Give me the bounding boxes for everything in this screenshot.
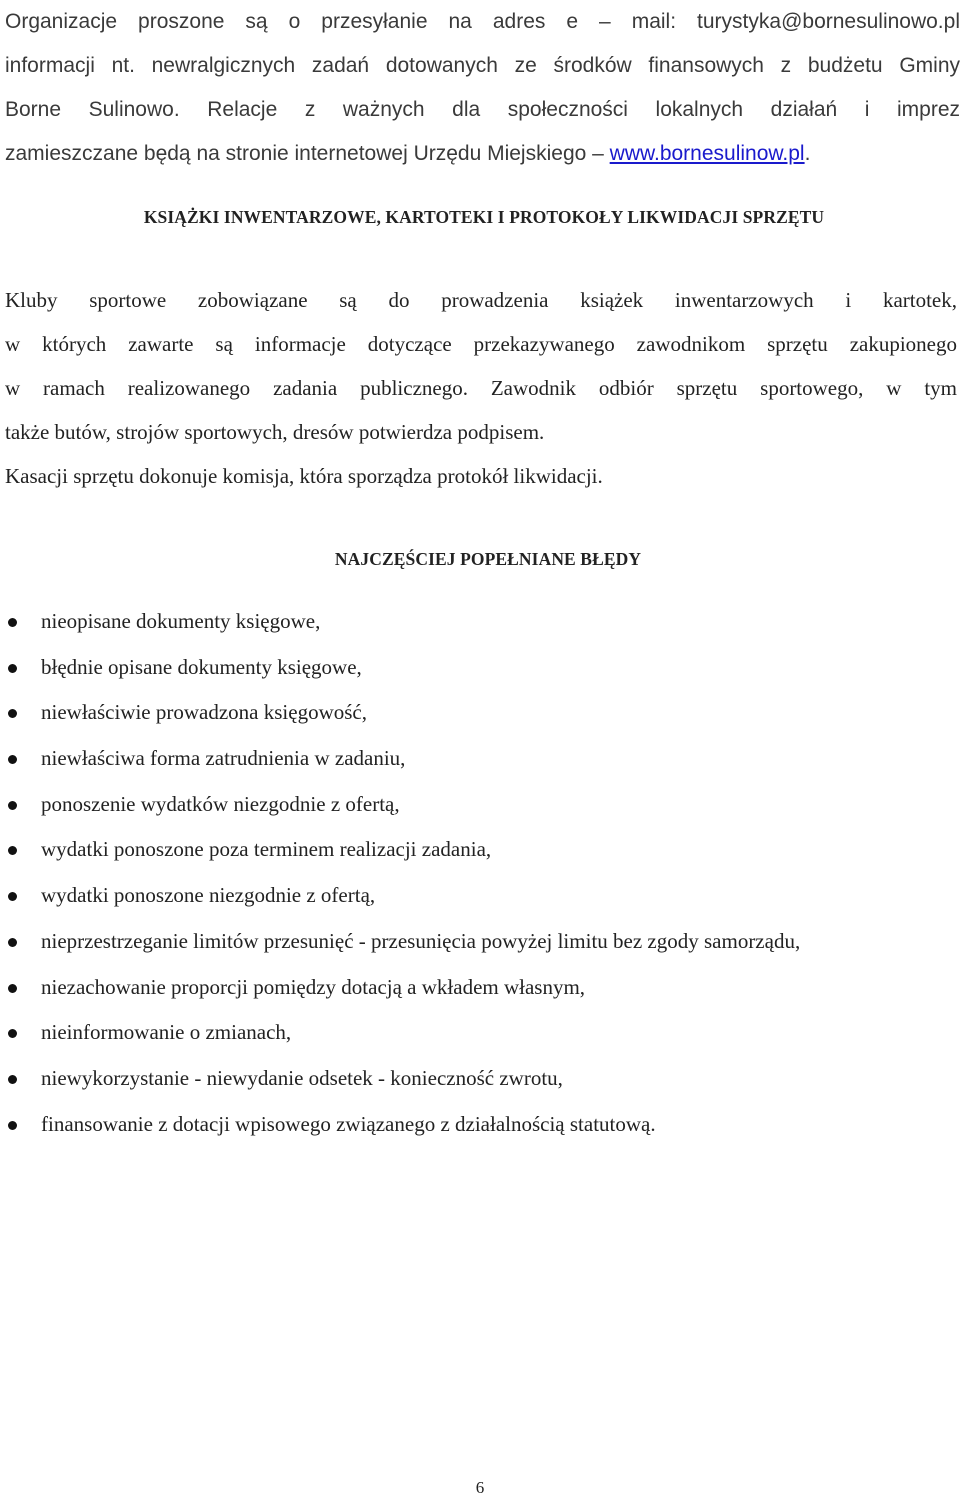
paragraph-line: także butów, strojów sportowych, dresów potwierdza podpisem. (5, 420, 545, 444)
intro-line-text: zamieszczane będą na stronie internetowej Urzędu Miejskiego – (5, 142, 610, 165)
bullet-icon (8, 618, 17, 627)
bullet-icon (8, 892, 17, 901)
bullet-icon (8, 984, 17, 993)
list-item (0, 690, 960, 736)
list-item (0, 873, 960, 919)
list-item-text: wydatki ponoszone niezgodnie z ofertą, (41, 883, 376, 908)
errors-list (0, 599, 960, 1147)
intro-line (5, 132, 960, 176)
intro-line: informacji nt. newralgicznych zadań dotowanych ze środków finansowych z budżetu Gminy (5, 54, 960, 77)
list-item (0, 1010, 960, 1056)
list-item-text: wydatki ponoszone poza terminem realizacji zadania, (41, 837, 492, 862)
list-item (0, 827, 960, 873)
intro-line-end: . (804, 142, 811, 165)
bullet-icon (8, 1121, 17, 1130)
page-number: 6 (475, 1478, 485, 1497)
paragraph-line: Kasacji sprzętu dokonuje komisja, która sporządza protokół likwidacji. (5, 464, 603, 488)
intro-line: Organizacje proszone są o przesyłanie na adres e – mail: turystyka@bornesulinowo.pl (5, 10, 960, 33)
paragraph-line: w których zawarte są informacje dotyczące przekazywanego zawodnikom sprzętu zakupionego (5, 332, 957, 356)
list-item (0, 599, 960, 645)
list-item-text: ponoszenie wydatków niezgodnie z ofertą, (41, 791, 400, 816)
list-item-text: niezachowanie proporcji pomiędzy dotacją a wkładem własnym, (41, 974, 586, 999)
bullet-icon (8, 801, 17, 810)
website-link[interactable]: www.bornesulinow.pl (609, 142, 805, 165)
list-item-text: niewłaściwie prowadzona księgowość, (41, 700, 367, 725)
section-heading-inventory: KSIĄŻKI INWENTARZOWE, KARTOTEKI I PROTOKOŁY LIKWIDACJI SPRZĘTU (143, 207, 825, 227)
bullet-icon (8, 1075, 17, 1084)
intro-paragraph (5, 0, 960, 176)
paragraph-line: Kluby sportowe zobowiązane są do prowadzenia książek inwentarzowych i kartotek, (5, 288, 957, 312)
list-item-text: finansowanie z dotacji wpisowego związanego z działalnością statutową. (41, 1111, 656, 1136)
intro-line: Borne Sulinowo. Relacje z ważnych dla społeczności lokalnych działań i imprez (5, 98, 960, 121)
list-item-text: niewłaściwa forma zatrudnienia w zadaniu, (41, 746, 406, 771)
bullet-icon (8, 755, 17, 764)
bullet-icon (8, 846, 17, 855)
list-item-text: nieopisane dokumenty księgowe, (41, 609, 321, 633)
section-heading-errors: NAJCZĘŚCIEJ POPEŁNIANE BŁĘDY (334, 549, 642, 569)
list-item (0, 736, 960, 782)
list-item (0, 782, 960, 828)
list-item-text: błędnie opisane dokumenty księgowe, (41, 654, 362, 679)
list-item (0, 1102, 960, 1148)
list-item-text: nieinformowanie o zmianach, (41, 1020, 292, 1045)
list-item-text: nieprzestrzeganie limitów przesunięć - przesunięcia powyżej limitu bez zgody samorządu, (41, 928, 801, 953)
bullet-icon (8, 664, 17, 673)
list-item (0, 645, 960, 691)
list-item (0, 965, 960, 1011)
paragraph-line: w ramach realizowanego zadania publicznego. Zawodnik odbiór sprzętu sportowego, w tym (5, 376, 957, 400)
list-item-text: niewykorzystanie - niewydanie odsetek - konieczność zwrotu, (41, 1065, 563, 1090)
list-item (0, 919, 960, 965)
inventory-paragraph (5, 278, 957, 498)
bullet-icon (8, 938, 17, 947)
bullet-icon (8, 709, 17, 718)
bullet-icon (8, 1029, 17, 1038)
list-item (0, 1056, 960, 1102)
